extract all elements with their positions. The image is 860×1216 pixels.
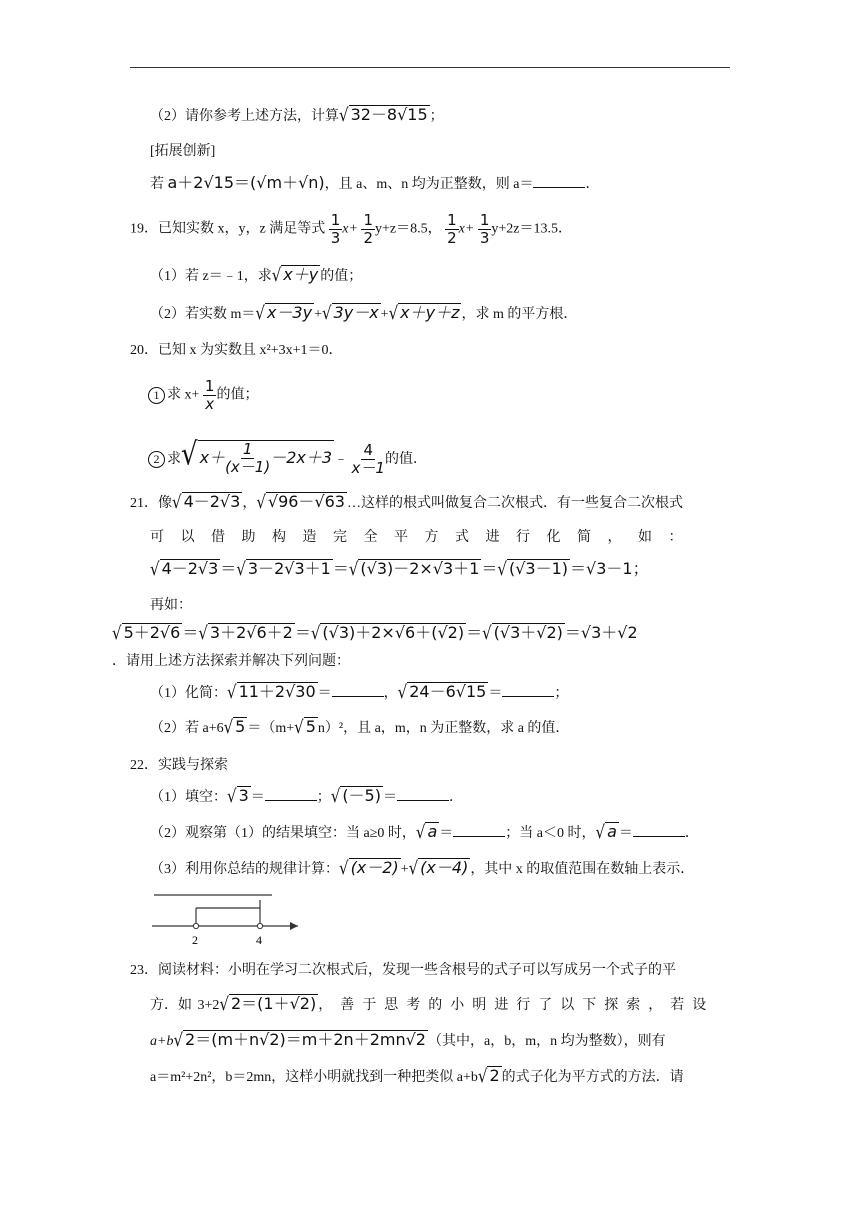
fraction xyxy=(478,212,492,247)
frac-num: 1 xyxy=(479,211,490,229)
arrow-icon xyxy=(290,922,298,930)
q20-part1 xyxy=(148,378,258,413)
q21-eq1c: (√3)－2×√3＋1 xyxy=(360,559,480,578)
answer-blank[interactable] xyxy=(502,682,554,697)
separator: ； xyxy=(316,790,331,805)
frac-num: 1 xyxy=(363,211,373,229)
radical-icon: √ xyxy=(223,716,234,738)
q19-p2-e2: 3y－x xyxy=(333,303,379,322)
equals-sign: ＝ xyxy=(488,686,503,701)
fraction xyxy=(445,212,459,247)
circled-2-icon: 2 xyxy=(148,451,165,468)
q21-eq2c: (√3)＋2×√6＋(√2) xyxy=(322,623,465,642)
axis-label-2: 2 xyxy=(192,933,198,947)
q21-p1-e1: 11＋2√30 xyxy=(238,682,316,701)
answer-blank[interactable] xyxy=(265,786,317,801)
q21-p2-b: ＝（m+ xyxy=(247,721,295,736)
frac-den: 3 xyxy=(479,229,490,247)
q20-p2-b: 的值． xyxy=(384,452,427,467)
circled-1-icon: 1 xyxy=(148,387,165,404)
radical-icon: √ xyxy=(150,558,160,580)
answer-blank[interactable] xyxy=(453,822,505,837)
q22-p3-a: （3）利用你总结的规律计算： xyxy=(150,862,339,877)
q22-p1-e2: (－5) xyxy=(342,786,381,805)
q21-eq2e: ＝√3＋√2 xyxy=(564,623,638,642)
q21-eq1e: ＝√3－1； xyxy=(570,559,649,578)
answer-blank[interactable] xyxy=(633,822,685,837)
comma: ， xyxy=(242,496,257,511)
q18-ext-a: 若 xyxy=(150,177,164,192)
q21-eq2b: 3＋2√6＋2 xyxy=(209,623,293,642)
q21-p1-e2: 24－6√15 xyxy=(409,682,487,701)
axis-label-4: 4 xyxy=(256,933,262,947)
q23-l2-b: ，善于思考的小明进行了以下探索，若设 xyxy=(318,998,715,1013)
radical-icon: √ xyxy=(255,302,265,324)
frac-den: x xyxy=(205,395,215,413)
q22-part2: （2）观察第（1）的结果填空：当 a≥0 时，√ a ＝ ；当 a＜0 时，√ a ＝ ． xyxy=(150,821,699,843)
end-mark: ． xyxy=(448,790,463,805)
open-point xyxy=(257,923,262,928)
radical-icon: √ xyxy=(256,491,266,513)
q19-part1 xyxy=(150,265,362,287)
radical-icon: √ xyxy=(595,821,606,843)
q23-l3-b: （其中，a，b，m，n 均为整数），则有 xyxy=(427,1034,666,1049)
answer-blank[interactable] xyxy=(332,682,384,697)
q21-part2 xyxy=(150,717,569,739)
q18-ext-end: ． xyxy=(585,177,600,192)
frac-den: 3 xyxy=(330,229,341,247)
q19-p2-e3: x＋y＋z xyxy=(400,303,460,322)
answer-blank[interactable] xyxy=(397,786,449,801)
q19-stem-a: 19．已知实数 x，y，z 满足等式 xyxy=(130,221,326,237)
radical-icon: √ xyxy=(271,264,282,286)
q21-p2-e-repeat: 5 xyxy=(305,717,316,736)
q19-mid1: x+ xyxy=(342,221,358,237)
q19-mid2: y+z＝8.5， xyxy=(374,221,442,237)
q19-p2-b: ，求 m 的平方根． xyxy=(461,307,578,322)
radical-icon: √ xyxy=(482,622,492,644)
q23-l2-e: 2＝(1＋√2) xyxy=(230,994,317,1013)
q21-instruction: ．请用上述方法探索并解决下列问题： xyxy=(112,654,350,669)
q18-expr: 32－8√15 xyxy=(350,105,428,124)
frac-den: 2 xyxy=(447,229,457,247)
q22-p3-e2: (x－4) xyxy=(420,858,469,877)
radical-icon: √ xyxy=(497,558,507,580)
q21-stem xyxy=(130,492,683,514)
q20-radicand xyxy=(198,440,334,476)
frac-num: 1 xyxy=(204,377,215,395)
equals-sign: ＝ xyxy=(317,686,332,701)
q22-stem: 22．实践与探索 xyxy=(130,758,228,773)
q20-part2 xyxy=(148,437,427,478)
radical-icon: √ xyxy=(339,104,349,126)
minus-sign: ﹣ xyxy=(334,452,349,467)
q21-stem-a: 21．像 xyxy=(130,496,172,511)
q21-eq1d: (√3－1) xyxy=(508,559,569,578)
q18-tail: ； xyxy=(429,109,444,124)
header-rule xyxy=(130,67,730,68)
q20-p1-b: 的值； xyxy=(216,387,259,403)
q18-section-title: [拓展创新] xyxy=(150,144,216,159)
number-line-diagram xyxy=(150,888,310,950)
radical-icon: √ xyxy=(294,716,304,738)
q21-eq1: 4－2√3 xyxy=(161,559,219,578)
q18-extension xyxy=(150,173,599,195)
q19-p1-expr: x＋y xyxy=(283,265,319,284)
q23-line3 xyxy=(150,1030,666,1052)
plus-sign: + xyxy=(380,307,389,322)
radical-icon: √ xyxy=(310,622,321,644)
q23-l4-a: a＝m²+2n²，b＝2mn，这样小明就找到一种把类似 a+b xyxy=(150,1070,478,1085)
q18-ext-equation: a＋2√15＝(√m＋√n) xyxy=(167,173,325,192)
q21-p2-e: 5 xyxy=(235,717,246,736)
q20-p1-a: 求 x+ xyxy=(167,387,200,403)
radical-icon: √ xyxy=(198,622,208,644)
fraction xyxy=(361,212,375,247)
frac-den: (x－1) xyxy=(225,458,271,476)
radical-icon: √ xyxy=(181,437,198,473)
q21-p2-a: （2）若 a+6 xyxy=(150,721,224,736)
end-mark: ； xyxy=(554,686,569,701)
radical-icon: √ xyxy=(173,1029,184,1051)
radical-icon: √ xyxy=(172,491,182,513)
q21-eq2: 5＋2√6 xyxy=(123,623,181,642)
q23-l3-e: 2＝(m＋n√2)＝m＋2n＋2mn√2 xyxy=(185,1030,426,1049)
q21-example1: √ 4－2√3 ＝√ 3－2√3＋1 ＝√ (√3)－2×√3＋1 ＝√ (√3－1) ＝√3－1； xyxy=(150,558,649,580)
frac-num: 1 xyxy=(447,211,457,229)
radical-icon: √ xyxy=(388,302,399,324)
radical-icon: √ xyxy=(415,821,426,843)
radical-icon: √ xyxy=(348,558,359,580)
q19-part2 xyxy=(150,303,577,325)
radical-icon: √ xyxy=(321,302,332,324)
radical-icon: √ xyxy=(236,558,246,580)
q19-p2-e1: x－3y xyxy=(266,303,313,322)
q22-part3 xyxy=(150,858,694,880)
q18-ext-b: ，且 a、m、n 均为正整数，则 a＝ xyxy=(324,177,534,192)
plus-sign: + xyxy=(314,307,322,322)
frac-num: 1 xyxy=(330,211,341,229)
radical-icon: √ xyxy=(227,681,237,703)
q19-mid3: x+ xyxy=(458,221,475,237)
q23-l4-b: 的式子化为平方式的方法．请 xyxy=(501,1070,684,1085)
separator: ， xyxy=(383,686,398,701)
q21-p1-a: （1）化简： xyxy=(150,686,227,701)
radical-icon: √ xyxy=(477,1065,488,1087)
q18-part2 xyxy=(150,105,444,127)
q22-p3-b: ，其中 x 的取值范围在数轴上表示． xyxy=(470,862,695,877)
q21-example2: √ 5＋2√6 ＝√ 3＋2√6＋2 ＝√ (√3)＋2×√6＋(√2) ＝√ (√3＋√2) ＝√3＋√2 xyxy=(112,622,638,644)
q21-again: 再如： xyxy=(150,598,192,613)
q19-stem xyxy=(130,212,572,247)
q22-p2-a: （2）观察第（1）的结果填空：当 a≥0 时， xyxy=(150,826,416,841)
q22-p2-e-repeat: a xyxy=(607,822,617,841)
radical-icon: √ xyxy=(330,785,341,807)
fraction xyxy=(352,442,385,477)
q19-mid4: y+2z＝13.5． xyxy=(491,221,572,237)
plus-sign: + xyxy=(400,862,409,877)
radical-icon: √ xyxy=(339,857,349,879)
q20-p2-a: 求 xyxy=(167,452,181,467)
q23-l4-e: 2 xyxy=(489,1066,500,1085)
q22-p3-e1: (x－2) xyxy=(350,858,399,877)
end-mark: ． xyxy=(684,826,699,841)
answer-blank[interactable] xyxy=(533,173,585,188)
q21-eq1b: 3－2√3＋1 xyxy=(247,559,331,578)
radical-icon: √ xyxy=(397,681,408,703)
q19-p1-b: 的值； xyxy=(320,269,363,284)
fraction xyxy=(203,378,217,413)
fraction xyxy=(225,441,270,476)
q18-part2-text: （2）请你参考上述方法，计算 xyxy=(150,109,339,124)
q21-e2: √96－√63 xyxy=(267,492,345,511)
frac-den: 2 xyxy=(363,229,373,247)
fraction xyxy=(329,212,343,247)
frac-num: 4 xyxy=(363,441,374,460)
q21-eq2d: (√3＋√2) xyxy=(493,623,563,642)
q23-line4 xyxy=(150,1066,684,1088)
q21-p2-c: n）²，且 a，m，n 为正整数，求 a 的值． xyxy=(317,721,570,736)
q23-l2-a: 方．如 3+2 xyxy=(150,998,220,1013)
q22-p2-e: a xyxy=(427,822,438,841)
radical-icon: √ xyxy=(408,857,419,879)
frac-den: x－1 xyxy=(351,459,385,478)
q20-p2-x: x＋ xyxy=(199,448,226,467)
q22-p2-b: ；当 a＜0 时， xyxy=(505,826,596,841)
q20-p2-rest: －2x＋3 xyxy=(270,448,333,467)
q21-line2: 可以借助构造完全平方式进行化简，如： xyxy=(150,530,699,545)
q21-part1 xyxy=(150,682,568,704)
q21-e1: 4－2√3 xyxy=(183,492,241,511)
q23-line2 xyxy=(150,994,714,1016)
radical-icon: √ xyxy=(112,622,122,644)
q22-part1: （1）填空：√ 3 ＝ ；√ (－5) ＝ ． xyxy=(150,785,463,807)
q23-line1: 23．阅读材料：小明在学习二次根式后，发现一些含根号的式子可以写成另一个式子的平 xyxy=(130,963,676,978)
q19-p2-a: （2）若实数 m＝ xyxy=(150,307,256,322)
q23-l3-a: a+b xyxy=(150,1034,174,1049)
q22-p1-a: （1）填空： xyxy=(150,790,227,805)
q20-stem: 20．已知 x 为实数且 x²+3x+1＝0． xyxy=(130,343,343,358)
q21-stem-b: …这样的根式叫做复合二次根式．有一些复合二次根式 xyxy=(347,496,683,511)
q22-p1-e1: 3 xyxy=(238,786,249,805)
frac-num: 1 xyxy=(242,440,253,458)
open-point xyxy=(193,923,198,928)
radical-icon: √ xyxy=(227,785,237,807)
radical-icon: √ xyxy=(219,993,229,1015)
q19-p1-a: （1）若 z＝﹣1，求 xyxy=(150,269,272,284)
